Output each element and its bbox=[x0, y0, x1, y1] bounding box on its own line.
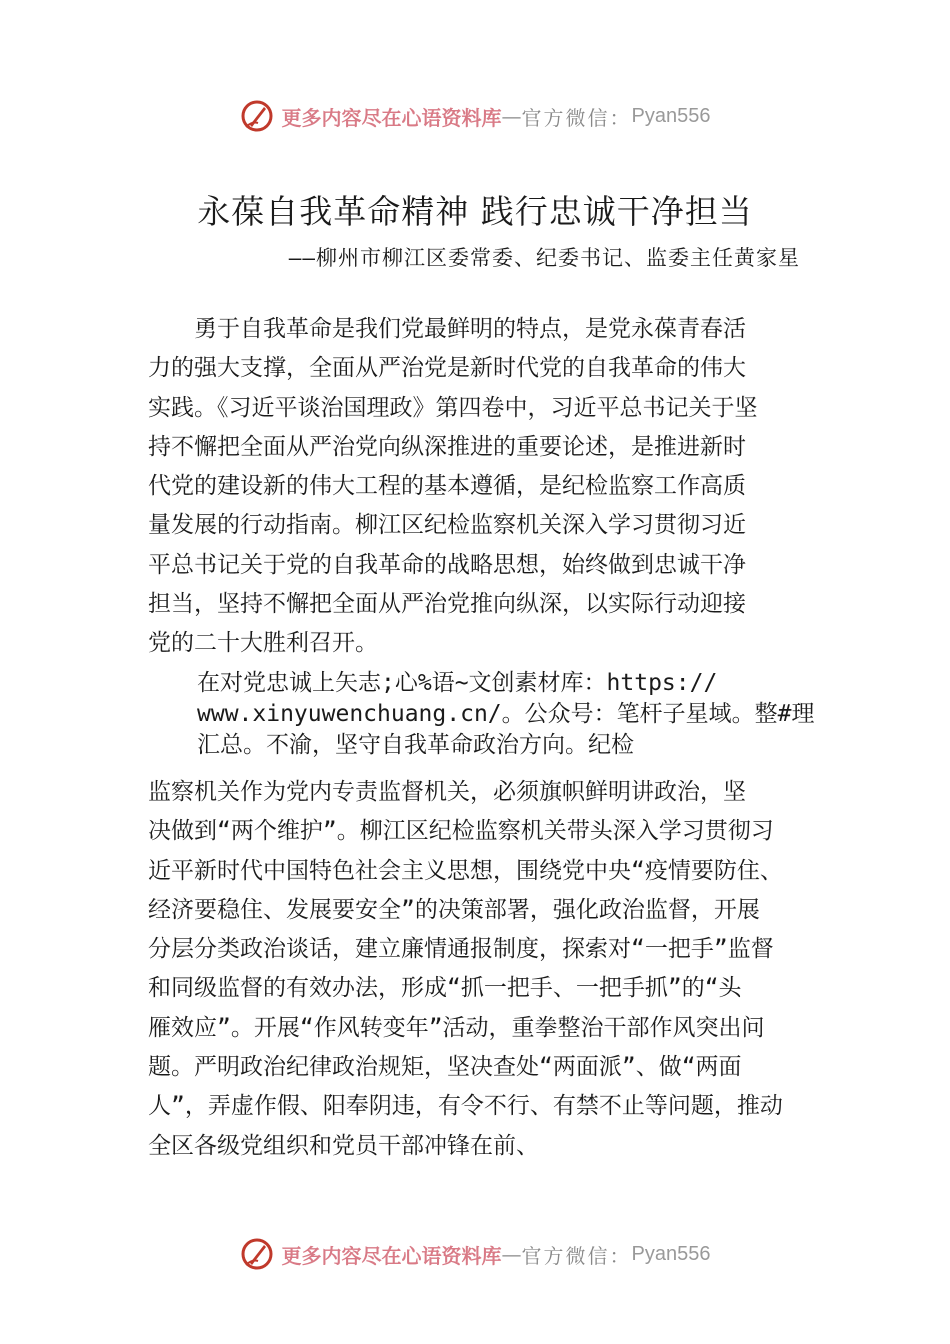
text-line: 代党的建设新的伟大工程的基本遵循，是纪检监察工作高质 bbox=[148, 473, 746, 500]
document-subtitle: ——柳州市柳江区委常委、纪委书记、监委主任黄家星 bbox=[288, 246, 800, 270]
text-line: 分层分类政治谈话，建立廉情通报制度，探索对“一把手”监督 bbox=[148, 936, 774, 963]
quill-logo-icon bbox=[240, 99, 274, 133]
footer-banner bbox=[0, 1234, 950, 1274]
paragraph-heading-loyalty bbox=[197, 668, 877, 761]
text-line: 人”，弄虚作假、阳奉阴违，有令不行、有禁不止等问题，推动 bbox=[148, 1093, 783, 1120]
text-line: 雁效应”。开展“作风转变年”活动，重拳整治干部作风突出问 bbox=[148, 1014, 765, 1041]
wechat-id: Pyan556 bbox=[631, 1242, 711, 1265]
text-line: 经济要稳住、发展要安全”的决策部署，强化政治监督，开展 bbox=[148, 896, 760, 923]
text-line: 勇于自我革命是我们党最鲜明的特点，是党永葆青春活 bbox=[148, 316, 746, 342]
text-line: 力的强大支撑，全面从严治党是新时代党的自我革命的伟大 bbox=[148, 355, 746, 382]
text-line: 持不懈把全面从严治党向纵深推进的重要论述，是推进新时 bbox=[148, 433, 746, 460]
text-line: 担当，坚持不懈把全面从严治党推向纵深，以实际行动迎接 bbox=[148, 591, 746, 618]
text-line: 题。严明政治纪律政治规矩，坚决查处“两面派”、做“两面 bbox=[148, 1054, 742, 1081]
header-banner bbox=[0, 96, 950, 136]
text-line: 在对党忠诚上矢志;心%语~文创素材库：https:// bbox=[197, 670, 718, 696]
text-line: www.xinyuwenchuang.cn/。公众号：笔杆子星域。整#理 bbox=[197, 701, 815, 727]
text-line: 决做到“两个维护”。柳江区纪检监察机关带头深入学习贯彻习 bbox=[148, 818, 774, 845]
text-line: 全区各级党组织和党员干部冲锋在前、 bbox=[148, 1132, 539, 1159]
text-line: 实践。《习近平谈治国理政》第四卷中，习近平总书记关于坚 bbox=[148, 394, 758, 421]
document-title: 永葆自我革命精神 践行忠诚干净担当 bbox=[197, 192, 753, 231]
text-line: 汇总。不渝，坚守自我革命政治方向。纪检 bbox=[197, 732, 634, 758]
text-line: 量发展的行动指南。柳江区纪检监察机关深入学习贯彻习近 bbox=[148, 512, 746, 539]
text-line: 党的二十大胜利召开。 bbox=[148, 630, 378, 657]
brand-text: 更多内容尽在心语资料库 bbox=[281, 105, 502, 130]
paragraph-intro bbox=[148, 310, 828, 664]
text-line: 监察机关作为党内专责监督机关，必须旗帜鲜明讲政治，坚 bbox=[148, 779, 746, 805]
wechat-label: 官方微信： bbox=[521, 105, 632, 130]
quill-logo-icon bbox=[240, 1237, 274, 1271]
banner-dash: — bbox=[501, 1242, 522, 1266]
text-line: 和同级监督的有效办法，形成“抓一把手、一把手抓”的“头 bbox=[148, 975, 742, 1002]
text-line: 近平新时代中国特色社会主义思想，围绕党中央“疫情要防住、 bbox=[148, 857, 783, 884]
brand-text: 更多内容尽在心语资料库 bbox=[281, 1243, 502, 1268]
wechat-id: Pyan556 bbox=[631, 104, 711, 127]
paragraph-supervision bbox=[148, 773, 828, 1166]
wechat-label: 官方微信： bbox=[521, 1243, 632, 1268]
text-line: 平总书记关于党的自我革命的战略思想，始终做到忠诚干净 bbox=[148, 551, 746, 578]
banner-dash: — bbox=[501, 104, 522, 128]
